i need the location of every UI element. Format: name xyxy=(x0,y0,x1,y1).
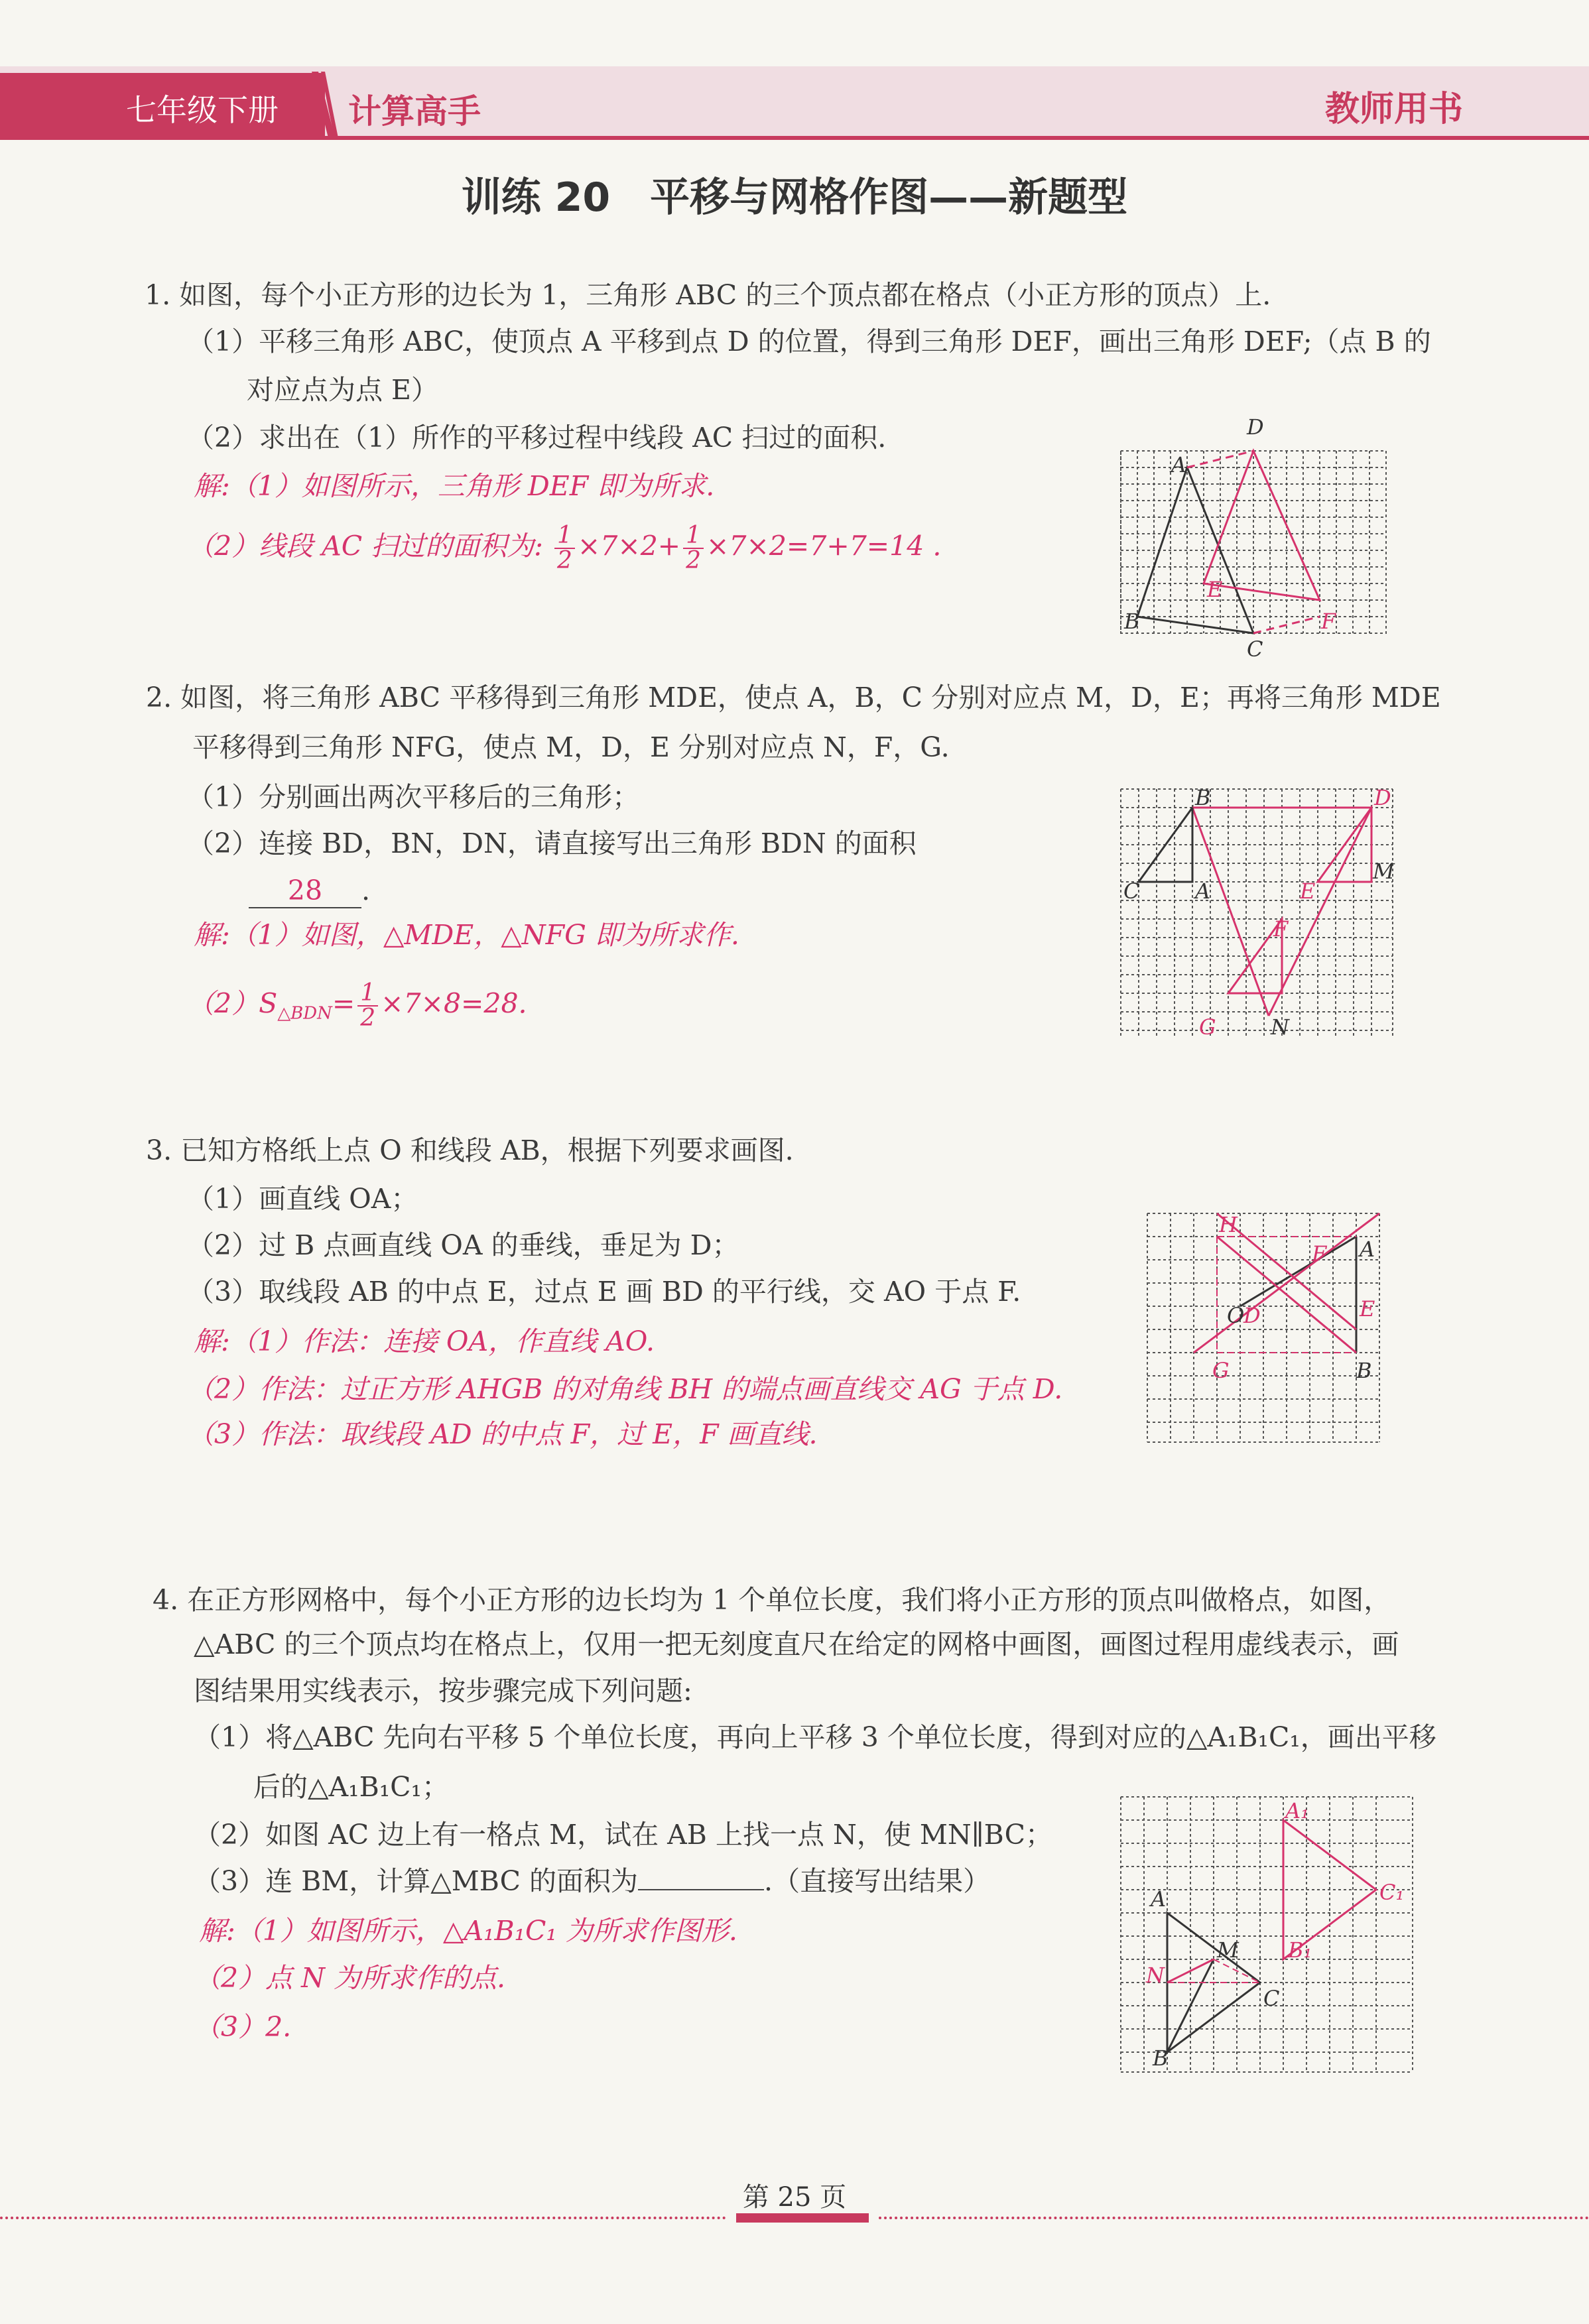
q2-blank: 28 . xyxy=(249,874,370,908)
q2-figure xyxy=(1114,782,1399,1048)
q1-part1-cont: 对应点为点 E） xyxy=(247,374,438,406)
label-B: B xyxy=(1124,609,1140,634)
q1-part1: （1）平移三角形 ABC，使顶点 A 平移到点 D 的位置，得到三角形 DEF，画出三角形 DEF;（点 B 的 xyxy=(187,326,1431,357)
book-type-label: 教师用书 xyxy=(1324,90,1463,129)
label-F: F xyxy=(1321,609,1336,634)
label-C1: C₁ xyxy=(1379,1880,1405,1905)
header-rule xyxy=(0,136,1589,140)
fraction: $\frac{1}{2}$ xyxy=(683,524,704,573)
q1-answer1: 解:（1）如图所示，三角形 DEF 即为所求. xyxy=(194,470,715,502)
label-A: A xyxy=(1151,1886,1167,1912)
q3-answer1: 解:（1）作法：连接 OA，作直线 AO. xyxy=(194,1325,655,1357)
label-F: F xyxy=(1273,916,1289,942)
label-B: B xyxy=(1356,1358,1372,1383)
label-E: E xyxy=(1207,577,1223,602)
label-C: C xyxy=(1247,637,1263,662)
label-G: G xyxy=(1212,1358,1230,1383)
q3-stem: 3. 已知方格纸上点 O 和线段 AB，根据下列要求画图. xyxy=(146,1134,794,1166)
q2-answer2: $(2)S_{\triangle BDN}=$ $\frac{1}{2}$ ×7×8=28. xyxy=(187,979,527,1032)
label-B: B xyxy=(1195,785,1211,810)
q4-part2: （2）如图 AC 边上有一格点 M，试在 AB 上找一点 N，使 MN∥BC； xyxy=(194,1819,1052,1851)
q3-answer3: （3）作法：取线段 AD 的中点 F，过 E，F 画直线. xyxy=(187,1418,818,1450)
label-M: M xyxy=(1217,1937,1239,1963)
q4-answer3: （3）2. xyxy=(194,2011,292,2043)
footer-rule-left xyxy=(0,2217,726,2222)
q2-part2: （2）连接 BD，BN，DN，请直接写出三角形 BDN 的面积 xyxy=(187,827,917,859)
q2-part1: （1）分别画出两次平移后的三角形； xyxy=(187,781,640,813)
q4-part1-cont: 后的△A₁B₁C₁； xyxy=(253,1771,449,1803)
grade-label: 七年级下册 xyxy=(126,92,279,128)
label-F: F xyxy=(1312,1241,1327,1266)
q2-stem-cont: 平移得到三角形 NFG，使点 M，D，E 分别对应点 N，F，G. xyxy=(192,731,950,763)
label-C: C xyxy=(1263,1986,1280,2011)
label-C: C xyxy=(1123,879,1140,904)
label-O: O xyxy=(1227,1303,1245,1328)
label-G: G xyxy=(1199,1014,1216,1040)
series-label: 计算高手 xyxy=(348,92,481,131)
footer-rule-right xyxy=(879,2217,1589,2222)
label-D: D xyxy=(1247,414,1264,440)
q4-answer2: （2）点 N 为所求作的点. xyxy=(194,1962,506,1994)
q1-answer2: （2）线段 AC 扫过的面积为: $\frac{1}{2}$ ×7×2+ $\frac{1}{2}$ ×7×2=7+7=14 . xyxy=(187,522,942,574)
q4-answer1: 解:（1）如图所示，△A₁B₁C₁ 为所求作图形. xyxy=(199,1915,737,1947)
q3-answer2: （2）作法：过正方形 AHGB 的对角线 BH 的端点画直线交 AG 于点 D. xyxy=(187,1373,1063,1405)
label-N: N xyxy=(1271,1014,1289,1040)
label-A: A xyxy=(1195,879,1211,904)
label-A: A xyxy=(1171,452,1187,477)
label-M: M xyxy=(1373,859,1395,884)
q3-part3: （3）取线段 AB 的中点 E，过点 E 画 BD 的平行线，交 AO 于点 F. xyxy=(187,1276,1021,1308)
label-N: N xyxy=(1146,1963,1165,1988)
label-B: B xyxy=(1153,2046,1169,2071)
q4-stem: 4. 在正方形网格中，每个小正方形的边长均为 1 个单位长度，我们将小正方形的顶点叫做格点，如图， xyxy=(153,1584,1391,1616)
label-A1: A₁ xyxy=(1285,1798,1309,1823)
label-E: E xyxy=(1300,879,1316,904)
q3-part2: （2）过 B 点画直线 OA 的垂线，垂足为 D； xyxy=(187,1229,739,1261)
answer-blank xyxy=(638,1889,764,1890)
q2-stem: 2. 如图，将三角形 ABC 平移得到三角形 MDE，使点 A，B，C 分别对应点 M，D，E；再将三角形 MDE xyxy=(146,682,1441,713)
page-title: 训练 20 平移与网格作图——新题型 xyxy=(461,174,1128,221)
q3-part1: （1）画直线 OA； xyxy=(187,1183,418,1215)
q4-part1: （1）将△ABC 先向右平移 5 个单位长度，再向上平移 3 个单位长度，得到对应的△A₁B₁C₁，画出平移 xyxy=(194,1721,1436,1753)
q4-part3: （3）连 BM，计算△MBC 的面积为 .（直接写出结果） xyxy=(194,1865,991,1897)
header-slash-icon xyxy=(312,72,338,138)
q1-figure xyxy=(1101,391,1406,662)
q4-stem-cont1: △ABC 的三个顶点均在格点上，仅用一把无刻度直尺在给定的网格中画图，画图过程用虚线表示，画 xyxy=(194,1628,1399,1660)
q4-figure xyxy=(1114,1790,1419,2082)
q1-part2: （2）求出在（1）所作的平移过程中线段 AC 扫过的面积. xyxy=(187,422,887,454)
fraction: $\frac{1}{2}$ xyxy=(357,981,378,1030)
fraction: $\frac{1}{2}$ xyxy=(554,524,575,573)
page-number: 第 25 页 xyxy=(742,2182,847,2213)
footer-rule-center xyxy=(736,2213,869,2223)
label-D: D xyxy=(1243,1303,1261,1328)
label-E: E xyxy=(1360,1296,1375,1321)
q1-stem: 1. 如图，每个小正方形的边长为 1，三角形 ABC 的三个顶点都在格点（小正方形的顶点）上. xyxy=(145,279,1271,311)
label-A: A xyxy=(1360,1237,1375,1262)
q4-stem-cont2: 图结果用实线表示，按步骤完成下列问题: xyxy=(194,1675,692,1707)
q3-figure xyxy=(1141,1207,1393,1452)
label-B1: B₁ xyxy=(1288,1937,1312,1963)
label-H: H xyxy=(1219,1212,1238,1237)
q2-answer1: 解:（1）如图，△MDE，△NFG 即为所求作. xyxy=(194,919,739,951)
label-D: D xyxy=(1374,785,1391,810)
